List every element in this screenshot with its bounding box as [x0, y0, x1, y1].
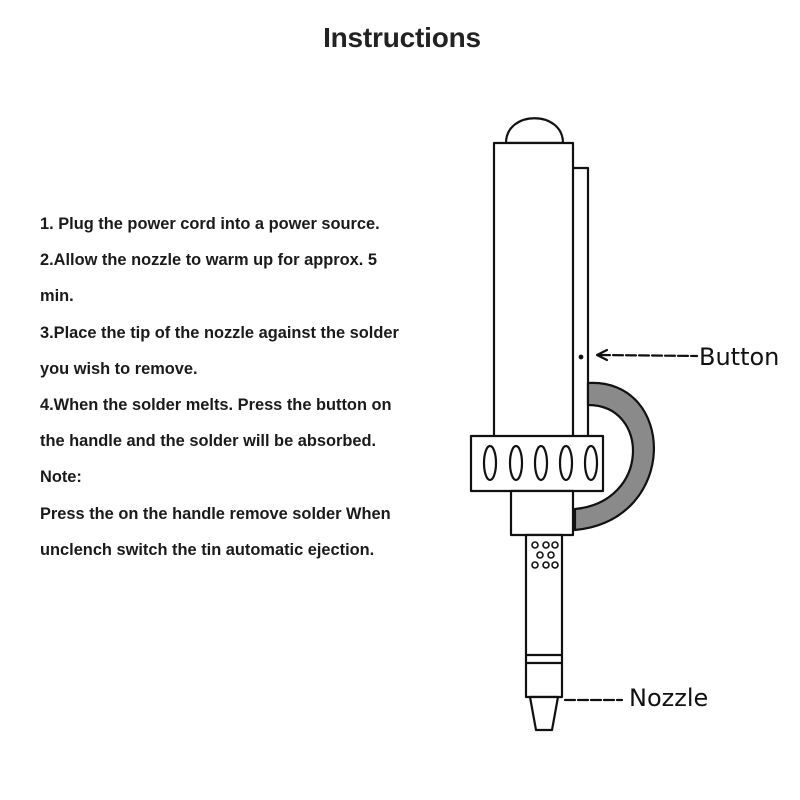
note-line: unclench switch the tin automatic ejection. [40, 540, 375, 559]
nozzle-label: Nozzle [629, 684, 709, 712]
lower-body [511, 491, 573, 535]
nozzle-tip [530, 697, 558, 730]
body-side-strip [573, 168, 588, 438]
button-label: Button [699, 343, 780, 371]
step-line: 2.Allow the nozzle to warm up for approx. 5 [40, 251, 377, 270]
pump-body [494, 143, 573, 438]
note-heading: Note: [40, 468, 82, 487]
page-title: Instructions [323, 22, 481, 53]
step-line: 1. Plug the power cord into a power source. [40, 215, 380, 233]
step-line: 4.When the solder melts. Press the button on [40, 396, 392, 415]
button-arrow-line [600, 355, 697, 356]
collar-ring [471, 436, 603, 491]
step-line: you wish to remove. [40, 359, 198, 378]
step-line: the handle and the solder will be absorbed. [40, 432, 377, 451]
nozzle-tube [526, 535, 562, 697]
button-dot [579, 355, 584, 360]
step-line: 3.Place the tip of the nozzle against the solder [40, 323, 399, 342]
step-line: min. [40, 287, 74, 306]
top-cap [506, 118, 563, 143]
note-line: Press the on the handle remove solder When [40, 504, 391, 523]
